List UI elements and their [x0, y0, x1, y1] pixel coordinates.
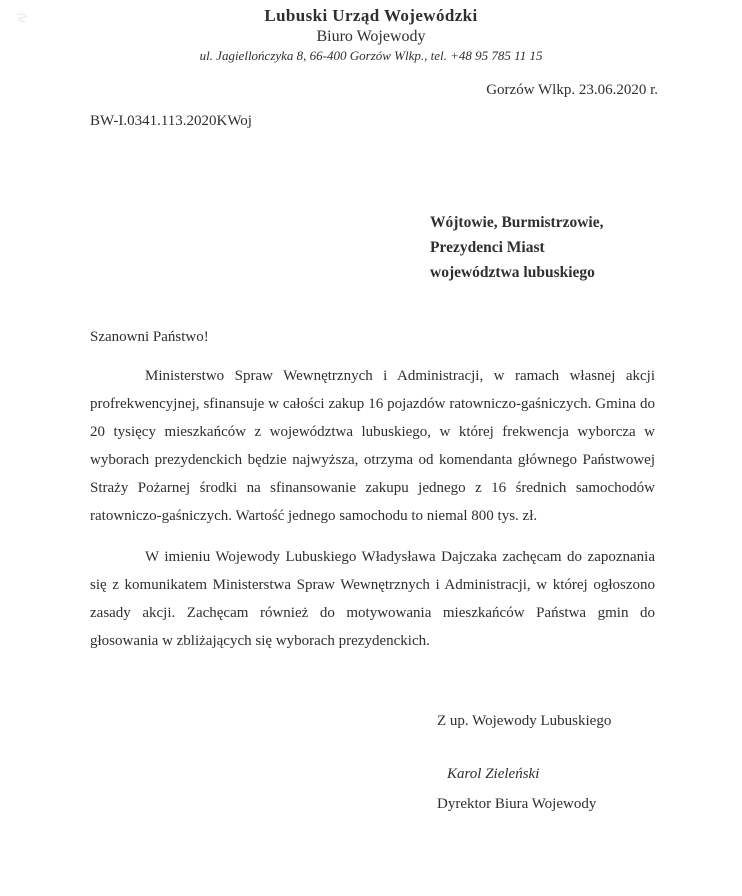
- body-paragraph: W imieniu Wojewody Lubuskiego Władysława Dajczaka zachęcam do zapoznania się z komunikatem Ministerstwa Spraw Wewnętrznych i Administracji, w której ogłoszono zasady akcji. Zachęcam również do motywowania mieszkańców Państwa gmin do głosowania w zbliżających się wyborach prezydenckich.: [90, 548, 655, 649]
- office-name: Lubuski Urząd Wojewódzki: [264, 6, 478, 25]
- signer-title: Dyrektor Biura Wojewody: [437, 795, 597, 812]
- signer-name: Karol Zieleński: [447, 765, 540, 782]
- letterhead: [0, 0, 742, 64]
- closing-authority-line: Z up. Wojewody Lubuskiego: [437, 712, 612, 729]
- reference-number: BW-I.0341.113.2020KWoj: [90, 112, 252, 129]
- department-name: Biuro Wojewody: [316, 27, 426, 45]
- body-paragraph: Ministerstwo Spraw Wewnętrznych i Administracji, w ramach własnej akcji profrekwencyjnej, sfinansuje w całości zakup 16 pojazdów ratowniczo-gaśniczych. Gmina do 20 tysięcy mieszkańców z województwa lubuskiego, w której frekwencja wyborcza w wyborach prezydenckich będzie najwyższa, otrzyma od komendanta głównego Państwowej Straży Pożarnej środki na sfinansowanie zakupu jednego z 16 średnich samochodów ratowniczo-gaśniczych. Wartość jednego samochodu to niemal 800 tys. zł.: [90, 367, 655, 524]
- addressee-line: województwa lubuskiego: [430, 263, 595, 281]
- office-address-line: ul. Jagiellończyka 8, 66-400 Gorzów Wlkp., tel. +48 95 785 11 15: [199, 47, 543, 63]
- salutation: Szanowni Państwo!: [90, 328, 209, 345]
- place-and-date: Gorzów Wlkp. 23.06.2020 r.: [486, 81, 658, 98]
- addressee-block: [430, 210, 742, 285]
- closing-block: [437, 713, 742, 813]
- scan-smudge-artifact: [14, 11, 30, 27]
- addressee-line: Wójtowie, Burmistrzowie,: [430, 213, 604, 231]
- letter-body: [90, 362, 655, 655]
- addressee-line: Prezydenci Miast: [430, 238, 545, 256]
